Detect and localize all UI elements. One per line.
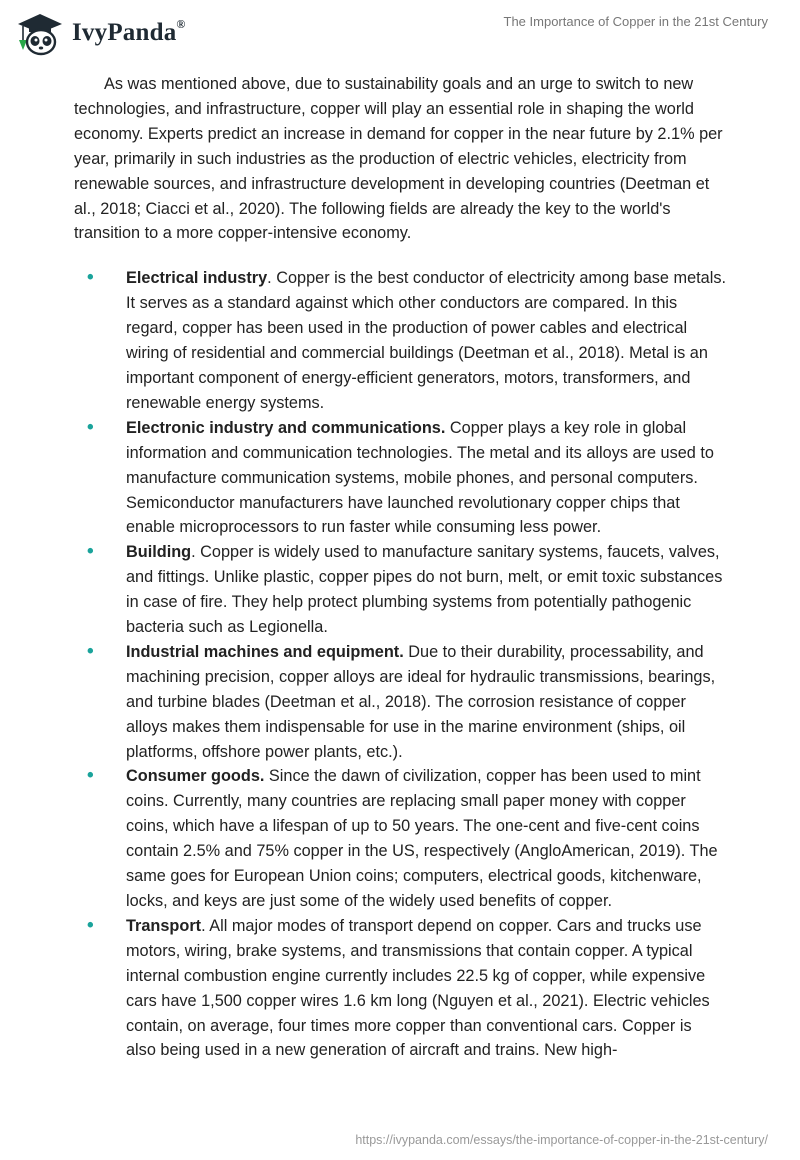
bullet-icon: •	[87, 914, 94, 936]
panda-graduate-icon	[14, 10, 66, 56]
item-text: Due to their durability, processability, and machining precision, copper alloys are ideal for hydraulic transmissions, bearings, and turbine blades (Deetman et al., 2018). The corrosion resistance of copper alloys makes them indispensable for use in the marine environment (ships, oil platforms, offshore power plants, etc.).	[126, 642, 716, 761]
item-title: Building	[126, 543, 192, 562]
page-header	[0, 0, 800, 70]
item-text: . Copper is widely used to manufacture sanitary systems, faucets, valves, and fittings. Unlike plastic, copper pipes do not burn, melt, or emit toxic substances in case of fire. They help protect plumbing systems from potentially pathogenic bacteria such as Legionella.	[126, 543, 723, 637]
brand-name: IvyPanda®	[72, 16, 186, 46]
bullet-icon: •	[87, 765, 94, 787]
bullet-icon: •	[87, 541, 94, 563]
list-item	[74, 914, 726, 1063]
item-text: . Copper is the best conductor of electricity among base metals. It serves as a standard against which other conductors are compared. In this regard, copper has been used in the production of power cables and electrical wiring of residential and commercial buildings (Deetman et al., 2018). Metal is an important component of energy-efficient generators, motors, transformers, and renewable energy systems.	[126, 269, 726, 412]
item-title: Transport	[126, 916, 202, 935]
item-title: Consumer goods.	[126, 767, 265, 786]
item-text: . All major modes of transport depend on copper. Cars and trucks use motors, wiring, brake systems, and transmissions that contain copper. A typical internal combustion engine currently includes 22.5 kg of copper, while expensive cars have 1,500 copper wires 1.6 km long (Nguyen et al., 2021). Electric vehicles contain, on average, four times more copper than conventional cars. Copper is also being used in a new generation of aircraft and trains. New high-	[126, 916, 710, 1060]
bullet-icon: •	[87, 267, 94, 289]
essay-content	[74, 72, 726, 1063]
bullet-icon: •	[87, 416, 94, 438]
source-url-link[interactable]: https://ivypanda.com/essays/the-importance-of-copper-in-the-21st-century/	[355, 1133, 768, 1147]
item-text: Since the dawn of civilization, copper has been used to mint coins. Currently, many countries are replacing small paper money with copper coins, which have a lifespan of up to 50 years. The one-cent and five-cent coins contain 2.5% and 75% copper in the US, respectively (AngloAmerican, 2019). The same goes for European Union coins; computers, electrical goods, kitchenware, locks, and keys are just some of the widely used benefits of copper.	[126, 767, 718, 910]
item-title: Electrical industry	[126, 269, 268, 288]
copper-fields-list	[74, 266, 726, 1063]
document-title: The Importance of Copper in the 21st Century	[503, 14, 768, 29]
item-text: Copper plays a key role in global information and communication technologies. The metal and its alloys are used to manufacture communication systems, mobile phones, and personal computers. Semiconductor manufacturers have launched revolutionary copper chips that enable microprocessors to run faster while consuming less power.	[126, 418, 714, 537]
intro-paragraph: As was mentioned above, due to sustainability goals and an urge to switch to new technologies, and infrastructure, copper will play an essential role in shaping the world economy. Experts predict an increase in demand for copper in the near future by 2.1% per year, primarily in such industries as the production of electric vehicles, electricity from renewable sources, and infrastructure development in developing countries (Deetman et al., 2018; Ciacci et al., 2020). The following fields are already the key to the world's transition to a more copper-intensive economy.	[74, 75, 723, 243]
list-item	[74, 764, 726, 913]
list-item	[74, 540, 726, 640]
list-item	[74, 416, 726, 541]
list-item	[74, 640, 726, 765]
brand-logo[interactable]	[14, 10, 186, 56]
item-title: Electronic industry and communications.	[126, 418, 446, 437]
list-item	[74, 266, 726, 415]
item-title: Industrial machines and equipment.	[126, 642, 404, 661]
bullet-icon: •	[87, 640, 94, 662]
